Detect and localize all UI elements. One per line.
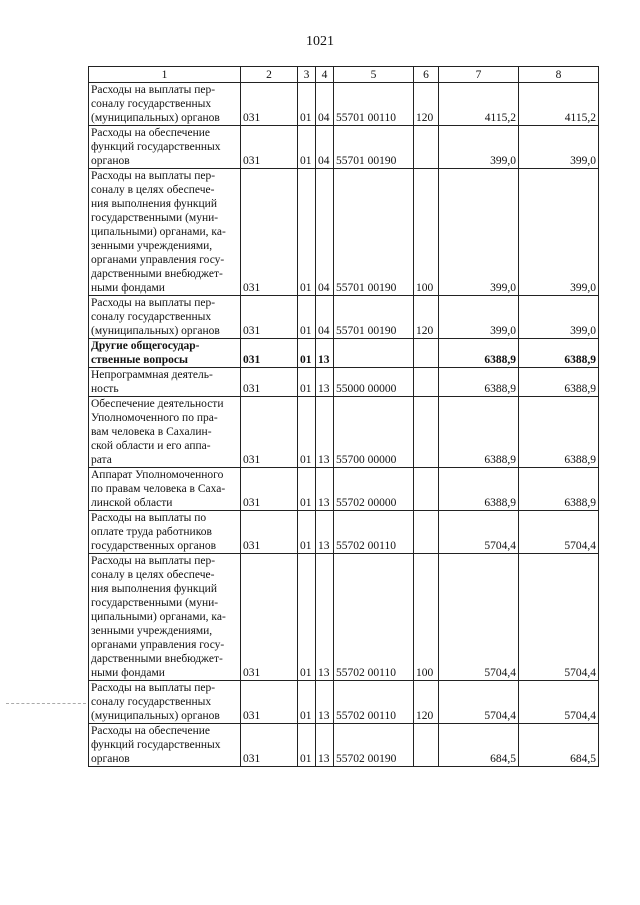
subsection-code-cell: 04 <box>316 83 334 126</box>
scan-mark <box>6 703 86 704</box>
expense-name-cell: Расходы на выплаты пер- соналу в целях обеспече- ния выполнения функций государственными (муни- ципальными) органами, ка- зенными учреждениями, органами управления госу- дарственными внебюджет- ными фондами <box>89 554 241 681</box>
section-code-cell: 01 <box>298 554 316 681</box>
amount-col7-cell: 6388,9 <box>439 397 519 468</box>
expense-name-cell: Аппарат Уполномоченного по правам человека в Саха- линской области <box>89 468 241 511</box>
expense-type-code-cell <box>414 724 439 767</box>
target-article-code-cell: 55701 00190 <box>334 296 414 339</box>
section-code-cell: 01 <box>298 83 316 126</box>
expense-type-code-cell <box>414 468 439 511</box>
target-article-code-cell: 55700 00000 <box>334 397 414 468</box>
subsection-code-cell: 13 <box>316 397 334 468</box>
expense-type-code-cell <box>414 368 439 397</box>
admin-code-cell: 031 <box>241 554 298 681</box>
expense-type-code-cell: 100 <box>414 169 439 296</box>
admin-code-cell: 031 <box>241 83 298 126</box>
expense-type-code-cell <box>414 511 439 554</box>
target-article-code-cell: 55000 00000 <box>334 368 414 397</box>
table-body <box>89 83 599 767</box>
amount-col8-cell: 4115,2 <box>519 83 599 126</box>
amount-col8-cell: 6388,9 <box>519 397 599 468</box>
table-row <box>89 169 599 296</box>
expense-type-code-cell: 120 <box>414 681 439 724</box>
table-row <box>89 368 599 397</box>
amount-col7-cell: 399,0 <box>439 296 519 339</box>
subsection-code-cell: 13 <box>316 511 334 554</box>
expense-name-cell: Расходы на обеспечение функций государственных органов <box>89 724 241 767</box>
column-header-8: 8 <box>519 67 599 83</box>
amount-col8-cell: 399,0 <box>519 169 599 296</box>
expense-type-code-cell: 100 <box>414 554 439 681</box>
target-article-code-cell: 55701 00190 <box>334 126 414 169</box>
subsection-code-cell: 13 <box>316 724 334 767</box>
section-code-cell: 01 <box>298 511 316 554</box>
section-code-cell: 01 <box>298 468 316 511</box>
admin-code-cell: 031 <box>241 169 298 296</box>
subsection-code-cell: 04 <box>316 126 334 169</box>
amount-col8-cell: 399,0 <box>519 126 599 169</box>
subsection-code-cell: 04 <box>316 296 334 339</box>
amount-col8-cell: 399,0 <box>519 296 599 339</box>
expense-name-cell: Расходы на выплаты пер- соналу государственных (муниципальных) органов <box>89 296 241 339</box>
expense-type-code-cell <box>414 339 439 368</box>
budget-table <box>88 66 599 767</box>
amount-col7-cell: 5704,4 <box>439 554 519 681</box>
amount-col7-cell: 399,0 <box>439 169 519 296</box>
amount-col7-cell: 399,0 <box>439 126 519 169</box>
table-row <box>89 511 599 554</box>
table-row <box>89 83 599 126</box>
table-header-row <box>89 67 599 83</box>
expense-name-cell: Расходы на выплаты пер- соналу государственных (муниципальных) органов <box>89 83 241 126</box>
section-code-cell: 01 <box>298 681 316 724</box>
admin-code-cell: 031 <box>241 397 298 468</box>
amount-col8-cell: 6388,9 <box>519 468 599 511</box>
section-code-cell: 01 <box>298 368 316 397</box>
subsection-code-cell: 13 <box>316 468 334 511</box>
amount-col7-cell: 684,5 <box>439 724 519 767</box>
amount-col8-cell: 5704,4 <box>519 554 599 681</box>
column-header-5: 5 <box>334 67 414 83</box>
subsection-code-cell: 13 <box>316 554 334 681</box>
expense-name-cell: Расходы на выплаты пер- соналу государственных (муниципальных) органов <box>89 681 241 724</box>
column-header-1: 1 <box>89 67 241 83</box>
admin-code-cell: 031 <box>241 724 298 767</box>
target-article-code-cell: 55702 00110 <box>334 554 414 681</box>
target-article-code-cell: 55702 00110 <box>334 681 414 724</box>
amount-col8-cell: 684,5 <box>519 724 599 767</box>
table-row <box>89 681 599 724</box>
amount-col7-cell: 6388,9 <box>439 368 519 397</box>
target-article-code-cell: 55701 00110 <box>334 83 414 126</box>
target-article-code-cell: 55701 00190 <box>334 169 414 296</box>
subsection-code-cell: 13 <box>316 368 334 397</box>
expense-type-code-cell <box>414 397 439 468</box>
expense-name-cell: Расходы на выплаты пер- соналу в целях обеспече- ния выполнения функций государственными (муни- ципальными) органами, ка- зенными учреждениями, органами управления госу- дарственными внебюджет- ными фондами <box>89 169 241 296</box>
target-article-code-cell <box>334 339 414 368</box>
admin-code-cell: 031 <box>241 468 298 511</box>
expense-name-cell: Обеспечение деятельности Уполномоченного по пра- вам человека в Сахалин- ской области и его аппа- рата <box>89 397 241 468</box>
amount-col7-cell: 5704,4 <box>439 681 519 724</box>
subsection-code-cell: 04 <box>316 169 334 296</box>
admin-code-cell: 031 <box>241 368 298 397</box>
amount-col7-cell: 4115,2 <box>439 83 519 126</box>
table-row <box>89 724 599 767</box>
column-header-7: 7 <box>439 67 519 83</box>
expense-name-cell: Другие общегосудар- ственные вопросы <box>89 339 241 368</box>
amount-col8-cell: 5704,4 <box>519 681 599 724</box>
column-header-4: 4 <box>316 67 334 83</box>
admin-code-cell: 031 <box>241 339 298 368</box>
target-article-code-cell: 55702 00190 <box>334 724 414 767</box>
target-article-code-cell: 55702 00110 <box>334 511 414 554</box>
target-article-code-cell: 55702 00000 <box>334 468 414 511</box>
section-code-cell: 01 <box>298 169 316 296</box>
table-row <box>89 126 599 169</box>
expense-type-code-cell <box>414 126 439 169</box>
expense-name-cell: Расходы на выплаты по оплате труда работников государственных органов <box>89 511 241 554</box>
amount-col7-cell: 5704,4 <box>439 511 519 554</box>
amount-col8-cell: 5704,4 <box>519 511 599 554</box>
section-code-cell: 01 <box>298 126 316 169</box>
table-row <box>89 339 599 368</box>
table-row <box>89 554 599 681</box>
section-code-cell: 01 <box>298 296 316 339</box>
admin-code-cell: 031 <box>241 126 298 169</box>
amount-col8-cell: 6388,9 <box>519 339 599 368</box>
subsection-code-cell: 13 <box>316 339 334 368</box>
section-code-cell: 01 <box>298 724 316 767</box>
admin-code-cell: 031 <box>241 296 298 339</box>
table-row <box>89 397 599 468</box>
amount-col7-cell: 6388,9 <box>439 468 519 511</box>
column-header-3: 3 <box>298 67 316 83</box>
amount-col7-cell: 6388,9 <box>439 339 519 368</box>
page-number: 1021 <box>306 34 334 49</box>
expense-type-code-cell: 120 <box>414 296 439 339</box>
admin-code-cell: 031 <box>241 681 298 724</box>
section-code-cell: 01 <box>298 397 316 468</box>
section-code-cell: 01 <box>298 339 316 368</box>
admin-code-cell: 031 <box>241 511 298 554</box>
expense-name-cell: Непрограммная деятель- ность <box>89 368 241 397</box>
column-header-6: 6 <box>414 67 439 83</box>
expense-name-cell: Расходы на обеспечение функций государственных органов <box>89 126 241 169</box>
amount-col8-cell: 6388,9 <box>519 368 599 397</box>
column-header-2: 2 <box>241 67 298 83</box>
table-row <box>89 296 599 339</box>
subsection-code-cell: 13 <box>316 681 334 724</box>
expense-type-code-cell: 120 <box>414 83 439 126</box>
table-row <box>89 468 599 511</box>
